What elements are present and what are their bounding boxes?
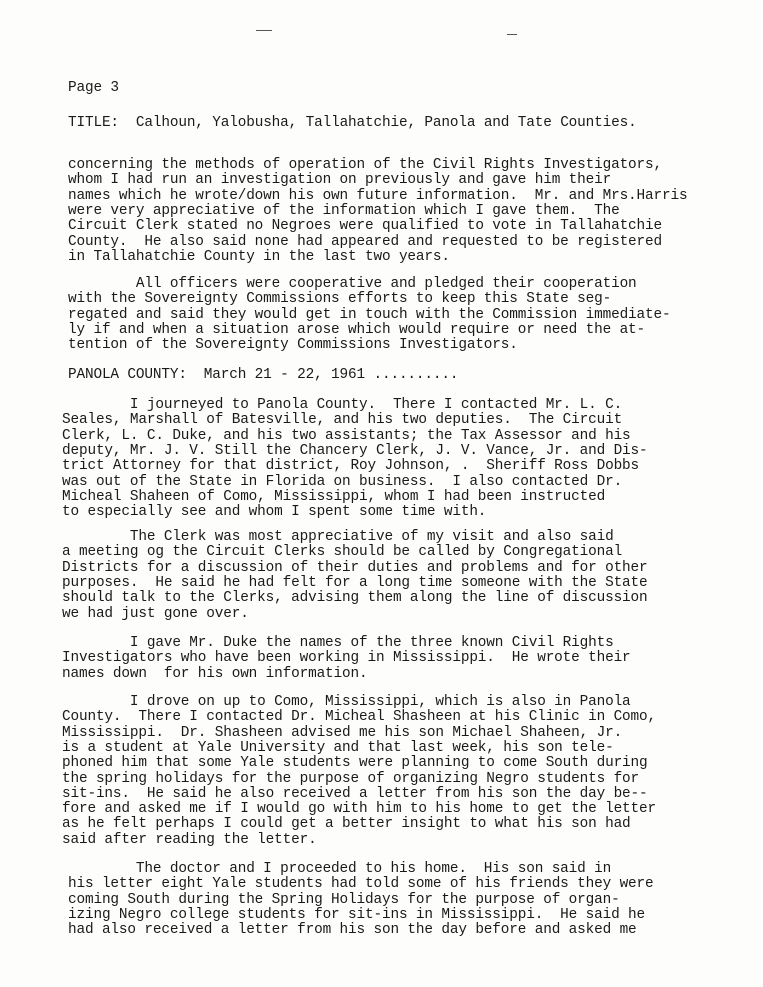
- text-line: were very appreciative of the information which I gave them. The: [68, 202, 620, 219]
- top-mark-left: [256, 30, 272, 31]
- text-line: we had just gone over.: [62, 605, 249, 622]
- text-line: sit-ins. He said he also received a letter from his son the day be--: [62, 785, 648, 802]
- text-line: phoned him that some Yale students were planning to come South during: [62, 755, 648, 772]
- text-line: his letter eight Yale students had told some of his friends they were: [68, 876, 654, 893]
- text-line: Circuit Clerk stated no Negroes were qualified to vote in Tallahatchie: [68, 218, 663, 235]
- text-line: ly if and when a situation arose which would require or need the at-: [68, 321, 646, 338]
- text-line: coming South during the Spring Holidays for the purpose of organ-: [68, 891, 620, 908]
- title-text: Calhoun, Yalobusha, Tallahatchie, Panola and Tate Counties.: [135, 115, 637, 131]
- text-line: concerning the methods of operation of the Civil Rights Investigators,: [68, 157, 663, 173]
- text-line: with the Sovereignty Commissions efforts to keep this State seg-: [68, 291, 612, 308]
- text-line: purposes. He said he had felt for a long time someone with the State: [62, 574, 648, 591]
- text-line: I drove on up to Como, Mississippi, which is also in Panola: [62, 694, 631, 710]
- text-line: Seales, Marshall of Batesville, and his two deputies. The Circuit: [62, 412, 623, 429]
- text-line: names which he wrote/down his own future information. Mr. and Mrs.Harris: [68, 187, 688, 204]
- page-number: Page 3: [68, 80, 119, 96]
- text-line: as he felt perhaps I could get a better insight to what his son had: [62, 816, 631, 833]
- text-line: said after reading the letter.: [62, 831, 317, 848]
- text-line: whom I had run an investigation on previously and gave him their: [68, 172, 612, 189]
- text-line: names down for his own information.: [62, 665, 368, 682]
- text-line: izing Negro college students for sit-ins in Mississippi. He said he: [68, 906, 646, 923]
- text-line: Mississippi. Dr. Shasheen advised me his son Michael Shaheen, Jr.: [62, 724, 623, 741]
- text-line: County. There I contacted Dr. Micheal Shasheen at his Clinic in Como,: [62, 709, 657, 726]
- title-row: [68, 116, 637, 131]
- text-line: The Clerk was most appreciative of my visit and also said: [62, 529, 614, 545]
- text-line: I gave Mr. Duke the names of the three known Civil Rights: [62, 635, 614, 651]
- text-line: trict Attorney for that district, Roy Johnson, . Sheriff Ross Dobbs: [62, 458, 640, 475]
- text-line: Clerk, L. C. Duke, and his two assistants; the Tax Assessor and his: [62, 427, 631, 444]
- text-line: tention of the Sovereignty Commissions Investigators.: [68, 337, 518, 354]
- text-line: Micheal Shaheen of Como, Mississippi, whom I had been instructed: [62, 488, 606, 505]
- text-line: the spring holidays for the purpose of organizing Negro students for: [62, 770, 640, 787]
- text-line: should talk to the Clerks, advising them along the line of discussion: [62, 590, 648, 607]
- text-line: regated and said they would get in touch with the Commission immediate-: [68, 306, 671, 323]
- text-line: Districts for a discussion of their duties and problems and for other: [62, 559, 648, 576]
- text-line: deputy, Mr. J. V. Still the Chancery Clerk, J. V. Vance, Jr. and Dis-: [62, 442, 648, 459]
- text-line: I journeyed to Panola County. There I contacted Mr. L. C.: [62, 397, 623, 413]
- text-line: All officers were cooperative and pledged their cooperation: [68, 276, 637, 292]
- text-line: fore and asked me if I would go with him to his home to get the letter: [62, 801, 657, 818]
- text-line: in Tallahatchie County in the last two years.: [68, 248, 450, 265]
- text-line: to especially see and whom I spent some time with.: [62, 504, 487, 521]
- section-heading-panola: PANOLA COUNTY: March 21 - 22, 1961 ..........: [68, 367, 459, 383]
- top-mark-right: [507, 34, 517, 35]
- text-line: Investigators who have been working in Mississippi. He wrote their: [62, 650, 631, 667]
- text-line: County. He also said none had appeared and requested to be registered: [68, 233, 663, 250]
- title-label: TITLE:: [68, 115, 119, 131]
- text-line: a meeting og the Circuit Clerks should be called by Congregational: [62, 544, 623, 561]
- text-line: is a student at Yale University and that last week, his son tele-: [62, 739, 614, 756]
- text-line: had also received a letter from his son the day before and asked me: [68, 922, 637, 939]
- text-line: was out of the State in Florida on business. I also contacted Dr.: [62, 473, 623, 490]
- text-line: The doctor and I proceeded to his home. His son said in: [68, 861, 612, 877]
